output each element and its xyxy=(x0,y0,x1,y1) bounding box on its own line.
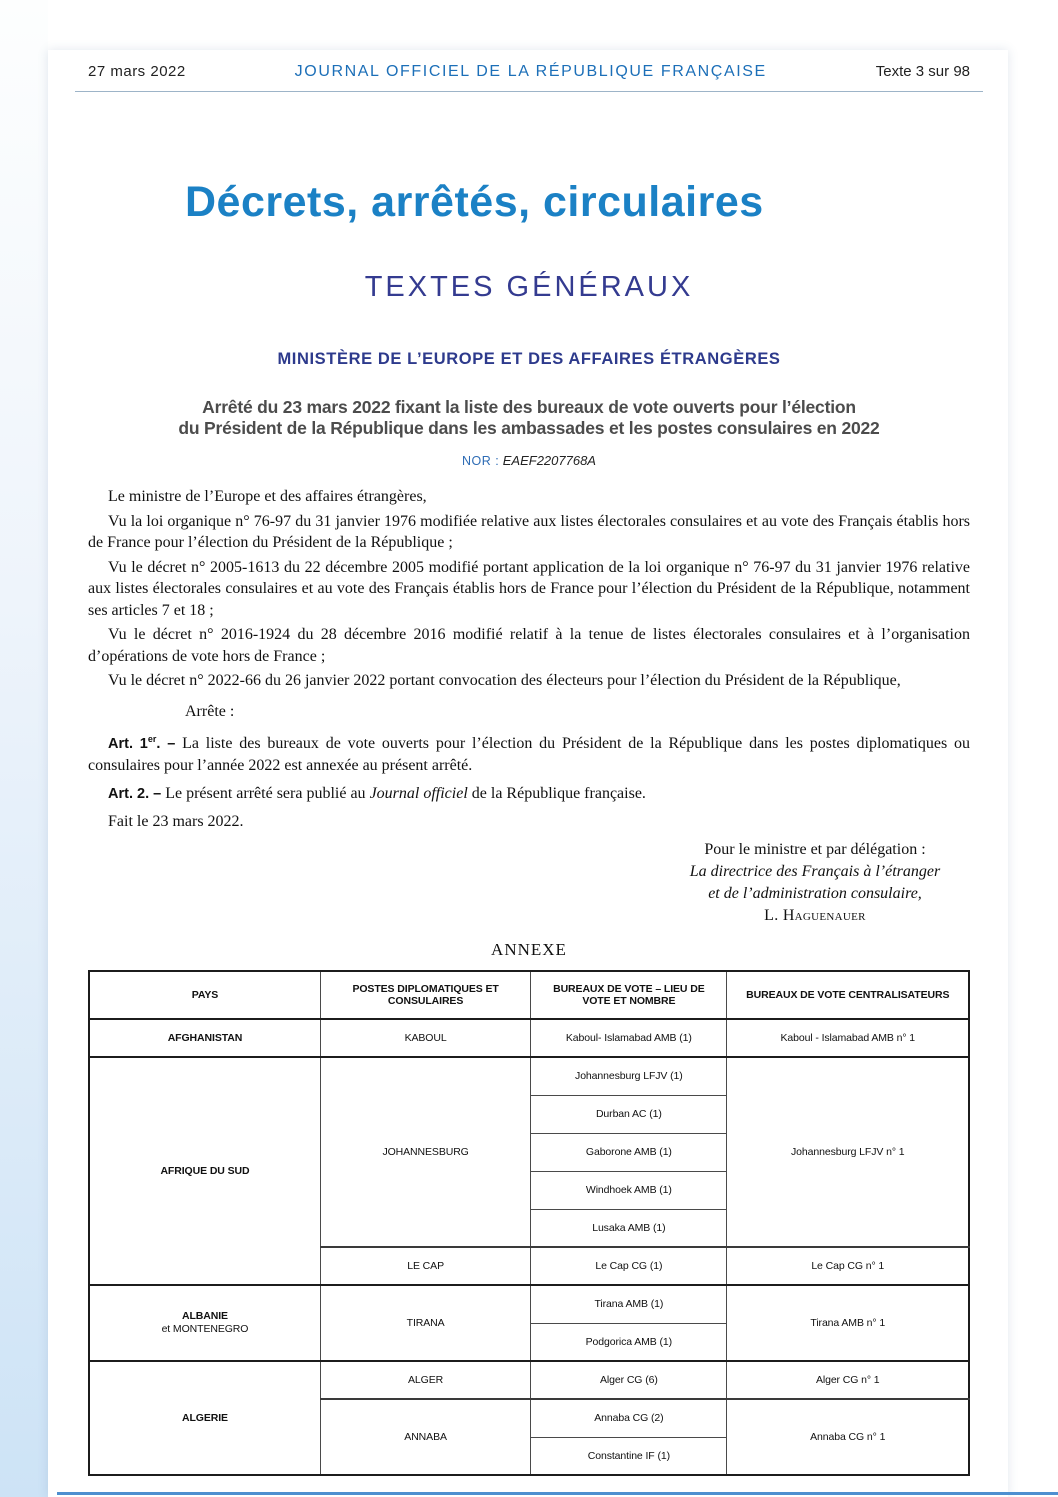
table-cell: Kaboul - Islamabad AMB n° 1 xyxy=(727,1019,969,1057)
table-cell: Durban AC (1) xyxy=(531,1095,727,1133)
document-page xyxy=(48,50,1008,1497)
table-column-header: POSTES DIPLOMATIQUES ET CONSULAIRES xyxy=(320,971,530,1019)
article-2: Art. 2. – Le présent arrêté sera publié au Journal officiel de la République française. xyxy=(108,784,646,802)
table-cell: ALGER xyxy=(320,1361,530,1399)
subsection-title: TEXTES GÉNÉRAUX xyxy=(364,271,694,303)
arrete-line: Arrête : xyxy=(185,702,235,720)
table-cell: Podgorica AMB (1) xyxy=(531,1323,727,1361)
table-cell: Le Cap CG n° 1 xyxy=(727,1247,969,1285)
section-title: Décrets, arrêtés, circulaires xyxy=(185,178,764,226)
table-cell: Le Cap CG (1) xyxy=(531,1247,727,1285)
table-cell: Tirana AMB (1) xyxy=(531,1285,727,1323)
table-row xyxy=(89,1057,969,1095)
table-row xyxy=(89,1285,969,1323)
header-page-ref: Texte 3 sur 98 xyxy=(875,63,970,80)
nor-label: NOR : xyxy=(462,454,500,468)
opening-line: Le ministre de l’Europe et des affaires étrangères, xyxy=(108,488,427,505)
done-at-line: Fait le 23 mars 2022. xyxy=(108,813,244,831)
table-cell: ANNABA xyxy=(320,1399,530,1475)
table-cell: Lusaka AMB (1) xyxy=(531,1209,727,1247)
header-divider xyxy=(75,91,983,92)
table-cell: ALBANIE et MONTENEGRO xyxy=(89,1285,320,1361)
signature-name: L. Haguenauer xyxy=(764,907,866,924)
ministry-heading: MINISTÈRE DE L’EUROPE ET DES AFFAIRES ÉTRANGÈRES xyxy=(277,350,781,368)
annex-table xyxy=(88,970,970,1476)
page-margin-gradient xyxy=(0,0,48,1497)
page-header xyxy=(88,63,970,81)
decree-body xyxy=(88,486,970,836)
table-cell: Kaboul- Islamabad AMB (1) xyxy=(531,1019,727,1057)
table-row xyxy=(89,1361,969,1399)
nor-value: EAEF2207768A xyxy=(502,453,596,468)
signature-delegation-line: Pour le ministre et par délégation : xyxy=(704,841,926,858)
visa-paragraph-2: Vu le décret n° 2005-1613 du 22 décembre 2005 modifié portant application de la loi organique n° 76-97 du 31 janvier 1976 relative aux listes électorales consulaires et au vote des Français établis hors de France pour l’élection du Président de la République, notamment ses articles 7 et 18 ; xyxy=(88,558,970,619)
table-cell: Alger CG (6) xyxy=(531,1361,727,1399)
visa-paragraph-1: Vu la loi organique n° 76-97 du 31 janvier 1976 modifiée relative aux listes électorales consulaires et au vote des Français établis hors de France pour l’élection du Président de la République ; xyxy=(88,512,970,551)
table-cell: Constantine IF (1) xyxy=(531,1437,727,1475)
table-cell: Gaborone AMB (1) xyxy=(531,1133,727,1171)
table-cell: JOHANNESBURG xyxy=(320,1057,530,1247)
visa-paragraph-4: Vu le décret n° 2022-66 du 26 janvier 2022 portant convocation des électeurs pour l’élection du Président de la République, xyxy=(108,672,901,689)
signature-title-line1: La directrice des Français à l’étranger xyxy=(689,863,941,880)
table-cell: Alger CG n° 1 xyxy=(727,1361,969,1399)
table-header-row xyxy=(89,971,969,1019)
table-cell: Annaba CG n° 1 xyxy=(727,1399,969,1475)
table-column-header: BUREAUX DE VOTE CENTRALISATEURS xyxy=(727,971,969,1019)
signature-block xyxy=(604,839,1026,927)
journal-title: JOURNAL OFFICIEL DE LA RÉPUBLIQUE FRANÇAISE xyxy=(294,63,767,80)
table-cell: Windhoek AMB (1) xyxy=(531,1171,727,1209)
article-1-text: La liste des bureaux de vote ouverts pour l’élection du Président de la République dans les postes diplomatiques ou consulaires pour l’année 2022 est annexée au présent arrêté. xyxy=(88,734,970,775)
table-column-header: PAYS xyxy=(89,971,320,1019)
table-cell: Annaba CG (2) xyxy=(531,1399,727,1437)
visa-paragraph-3: Vu le décret n° 2016-1924 du 28 décembre 2016 modifié relatif à la tenue de listes électorales consulaires et à l’organisation d’opérations de vote hors de France ; xyxy=(88,626,970,665)
table-cell: Johannesburg LFJV n° 1 xyxy=(727,1057,969,1247)
header-date: 27 mars 2022 xyxy=(88,63,186,80)
next-page-edge-bar xyxy=(57,1492,1058,1495)
table-column-header: BUREAUX DE VOTE – LIEU DE VOTE ET NOMBRE xyxy=(531,971,727,1019)
table-cell: AFRIQUE DU SUD xyxy=(89,1057,320,1285)
signature-title-line2: et de l’administration consulaire, xyxy=(708,885,922,902)
table-cell: KABOUL xyxy=(320,1019,530,1057)
annex-title: ANNEXE xyxy=(491,940,567,959)
table-cell: Tirana AMB n° 1 xyxy=(727,1285,969,1361)
decree-title-line2: du Président de la République dans les ambassades et les postes consulaires en 2022 xyxy=(178,418,880,438)
table-cell: LE CAP xyxy=(320,1247,530,1285)
table-cell: Johannesburg LFJV (1) xyxy=(531,1057,727,1095)
table-cell: ALGERIE xyxy=(89,1361,320,1475)
decree-title-line1: Arrêté du 23 mars 2022 fixant la liste des bureaux de vote ouverts pour l’élection xyxy=(202,397,856,417)
table-cell: TIRANA xyxy=(320,1285,530,1361)
table-row xyxy=(89,1019,969,1057)
article-1: Art. 1er. – La liste des bureaux de vote ouverts pour l’élection du Président de la République dans les postes diplomatiques ou consulaires pour l’année 2022 est annexée au présent arrêté. xyxy=(88,734,970,775)
journal-officiel-italic: Journal officiel xyxy=(369,784,468,802)
nor-line xyxy=(88,453,970,468)
decree-title xyxy=(88,397,970,439)
table-cell: AFGHANISTAN xyxy=(89,1019,320,1057)
